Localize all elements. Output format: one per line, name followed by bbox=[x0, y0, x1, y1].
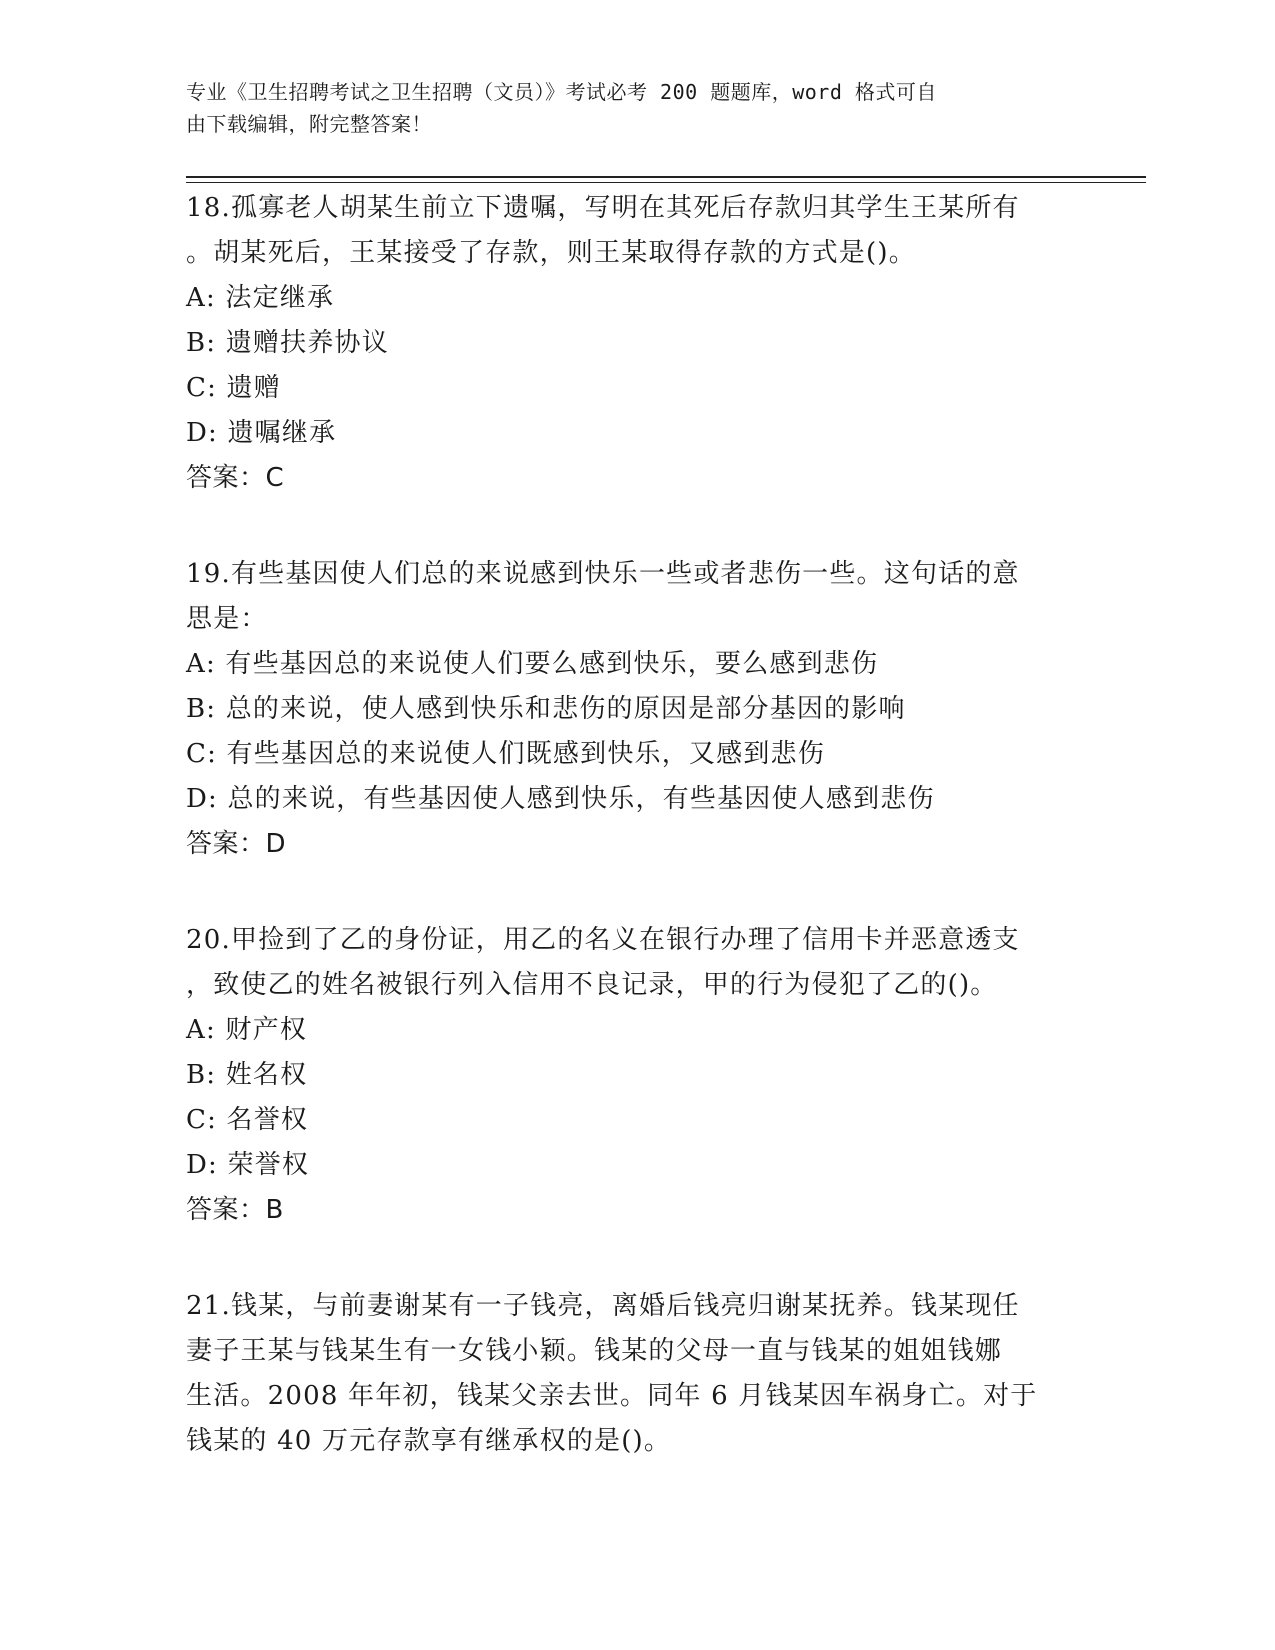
question-text-line: 钱某的 40 万元存款享有继承权的是()。 bbox=[186, 1426, 672, 1456]
question-21 bbox=[186, 1284, 1086, 1464]
question-text-line: 19.有些基因使人们总的来说感到快乐一些或者悲伤一些。这句话的意 bbox=[186, 559, 1020, 589]
option-b: B: 遗赠扶养协议 bbox=[186, 328, 389, 358]
answer: 答案：D bbox=[186, 829, 287, 859]
document-header bbox=[186, 76, 1066, 140]
header-line-2: 由下载编辑，附完整答案！ bbox=[186, 112, 432, 136]
option-c: C: 名誉权 bbox=[186, 1105, 309, 1135]
option-a: A: 法定继承 bbox=[186, 283, 335, 313]
header-divider-thick bbox=[186, 176, 1146, 178]
option-d: D: 荣誉权 bbox=[186, 1150, 310, 1180]
question-text-line: 21.钱某，与前妻谢某有一子钱亮，离婚后钱亮归谢某抚养。钱某现任 bbox=[186, 1291, 1020, 1321]
option-c: C: 有些基因总的来说使人们既感到快乐，又感到悲伤 bbox=[186, 739, 825, 769]
option-c: C: 遗赠 bbox=[186, 373, 281, 403]
answer: 答案：C bbox=[186, 463, 285, 493]
question-19 bbox=[186, 552, 1086, 867]
question-text-line: 20.甲捡到了乙的身份证，用乙的名义在银行办理了信用卡并恶意透支 bbox=[186, 925, 1020, 955]
question-text-line: 。胡某死后，王某接受了存款，则王某取得存款的方式是()。 bbox=[186, 238, 916, 268]
question-text-line: 生活。2008 年年初，钱某父亲去世。同年 6 月钱某因车祸身亡。对于 bbox=[186, 1381, 1038, 1411]
answer: 答案：B bbox=[186, 1195, 284, 1225]
question-text-line: 妻子王某与钱某生有一女钱小颖。钱某的父母一直与钱某的姐姐钱娜 bbox=[186, 1336, 1003, 1366]
header-divider-thin bbox=[186, 182, 1146, 183]
question-20 bbox=[186, 918, 1086, 1233]
option-a: A: 财产权 bbox=[186, 1015, 308, 1045]
option-d: D: 遗嘱继承 bbox=[186, 418, 337, 448]
option-b: B: 姓名权 bbox=[186, 1060, 308, 1090]
option-b: B: 总的来说，使人感到快乐和悲伤的原因是部分基因的影响 bbox=[186, 694, 906, 724]
question-text-line: ，致使乙的姓名被银行列入信用不良记录，甲的行为侵犯了乙的()。 bbox=[186, 970, 998, 1000]
question-18 bbox=[186, 186, 1086, 501]
question-text-line: 18.孤寡老人胡某生前立下遗嘱，写明在其死后存款归其学生王某所有 bbox=[186, 193, 1020, 223]
header-line-1: 专业《卫生招聘考试之卫生招聘（文员）》考试必考 200 题题库，word 格式可自 bbox=[186, 80, 937, 104]
option-a: A: 有些基因总的来说使人们要么感到快乐，要么感到悲伤 bbox=[186, 649, 879, 679]
question-text-line: 思是： bbox=[186, 604, 268, 634]
option-d: D: 总的来说，有些基因使人感到快乐，有些基因使人感到悲伤 bbox=[186, 784, 935, 814]
